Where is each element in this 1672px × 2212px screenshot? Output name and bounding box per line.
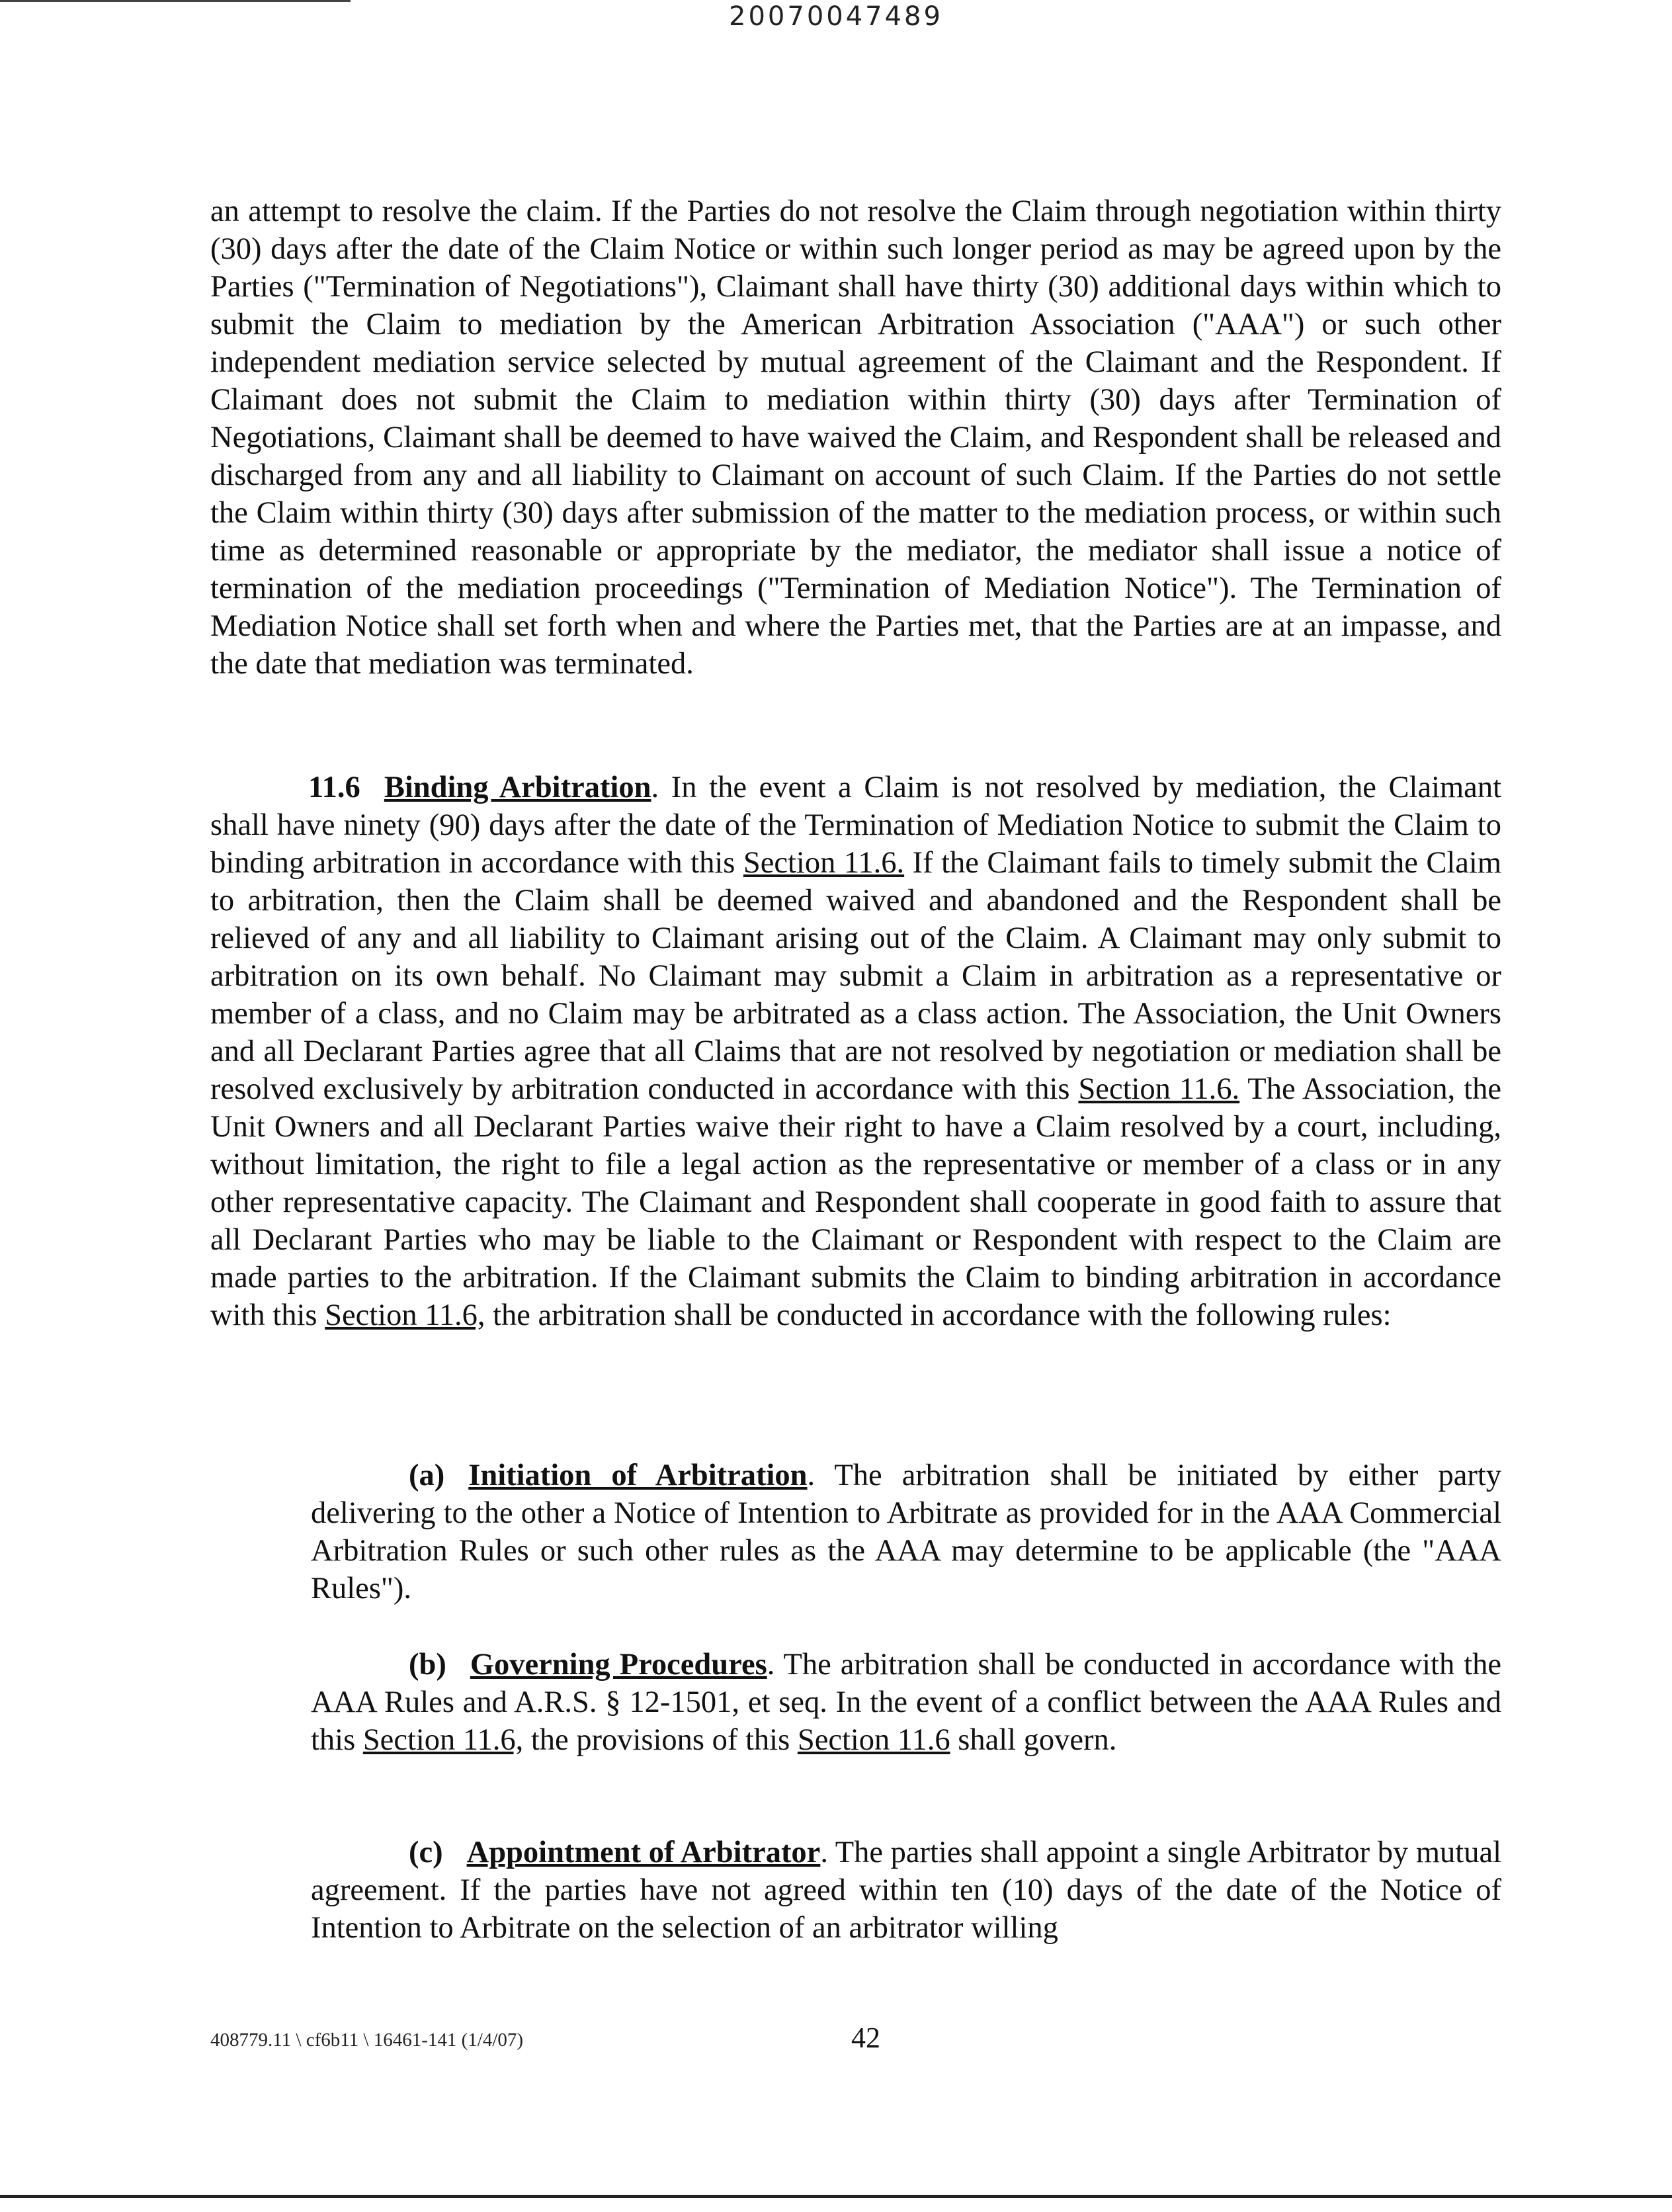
section-text-4: the arbitration shall be conducted in accordance with the following rules: (485, 1298, 1392, 1332)
subsection-b-text-1: . The arbitration shall be conducted in accordance with the AAA Rules and A.R.S. § 12-1501, et seq. In the event of a conflict between the AAA Rules and this (311, 1648, 1502, 1757)
subsection-a-text: . The arbitration shall be initiated by either party delivering to the other a Notice of Intention to Arbitrate as provided for in the AAA Commercial Arbitration Rules or such other rules as the AAA may determine to be applicable (the "AAA Rules"). (311, 1459, 1502, 1605)
page-number: 42 (851, 2021, 880, 2054)
section-text-2: If the Claimant fails to timely submit the Claim to arbitration, then the Claim shall be deemed waived and abandoned and the Respondent shall be relieved of any and all liability to Claimant arising out of the Claim. A Claimant may only submit to arbitration on its own behalf. No Claimant may submit a Claim in arbitration as a representative or member of a class, and no Claim may be arbitrated as a class action. The Association, the Unit Owners and all Declarant Parties agree that all Claims that are not resolved by negotiation or mediation shall be resolved exclusively by arbitration conducted in accordance with this (210, 846, 1501, 1106)
subsection-b (311, 1646, 1501, 1759)
paragraph-continuation (210, 192, 1501, 683)
document-number: 20070047489 (729, 1, 943, 32)
subsection-c-text: . The parties shall appoint a single Arbitrator by mutual agreement. If the parties have not agreed within ten (10) days of the date of the Notice of Intention to Arbitrate on the selection of an arbitrator willing (311, 1836, 1502, 1945)
section-reference: Section 11.6. (743, 846, 905, 880)
footer-file-id: 408779.11 \ cf6b11 \ 16461-141 (1/4/07) (210, 2029, 524, 2051)
section-reference: Section 11.6. (1078, 1072, 1240, 1106)
section-text-1: . In the event a Claim is not resolved by mediation, the Claimant shall have ninety (90) days after the date of the Termination of Mediation Notice to submit the Claim to binding arbitration in accordance with this (210, 771, 1501, 880)
section-reference: Section 11.6 (797, 1723, 950, 1757)
subsection-c-heading: Appointment of Arbitrator (466, 1836, 821, 1869)
section-text-3: The Association, the Unit Owners and all Declarant Parties waive their right to have a Claim resolved by a court, including, without limitation, the right to file a legal action as the representative or member of a class or in any other representative capacity. The Claimant and Respondent shall cooperate in good faith to assure that all Declarant Parties who may be liable to the Claimant or Respondent with respect to the Claim are made parties to the arbitration. If the Claimant submits the Claim to binding arbitration in accordance with this (210, 1072, 1501, 1332)
section-11-6-paragraph (210, 769, 1501, 1334)
subsection-c-label: (c) (409, 1836, 443, 1869)
paragraph-continuation-text: an attempt to resolve the claim. If the Parties do not resolve the Claim through negotiation within thirty (30) days after the date of the Claim Notice or within such longer period as may be agreed upon by the Parties ("Termination of Negotiations"), Claimant shall have thirty (30) additional days within which to submit the Claim to mediation by the American Arbitration Association ("AAA") or such other independent mediation service selected by mutual agreement of the Claimant and the Respondent. If Claimant does not submit the Claim to mediation within thirty (30) days after Termination of Negotiations, Claimant shall be deemed to have waived the Claim, and Respondent shall be released and discharged from any and all liability to Claimant on account of such Claim. If the Parties do not settle the Claim within thirty (30) days after submission of the matter to the mediation process, or within such time as determined reasonable or appropriate by the mediator, the mediator shall issue a notice of termination of the mediation proceedings ("Termination of Mediation Notice"). The Termination of Mediation Notice shall set forth when and where the Parties met, that the Parties are at an impasse, and the date that mediation was terminated. (210, 194, 1501, 681)
subsection-a (311, 1457, 1501, 1607)
subsection-b-text-2: the provisions of this (523, 1723, 798, 1757)
subsection-a-heading: Initiation of Arbitration (468, 1459, 808, 1492)
subsection-b-text-3: shall govern. (950, 1723, 1117, 1757)
bottom-rule (0, 2195, 1672, 2198)
section-number: 11.6 (308, 771, 360, 804)
subsection-b-heading: Governing Procedures (470, 1648, 767, 1681)
subsection-b-label: (b) (409, 1648, 446, 1681)
section-reference: Section 11.6, (362, 1723, 524, 1757)
section-heading: Binding Arbitration (384, 771, 651, 804)
subsection-c (311, 1834, 1501, 1947)
section-reference: Section 11.6, (325, 1298, 485, 1332)
subsection-a-label: (a) (409, 1459, 445, 1492)
